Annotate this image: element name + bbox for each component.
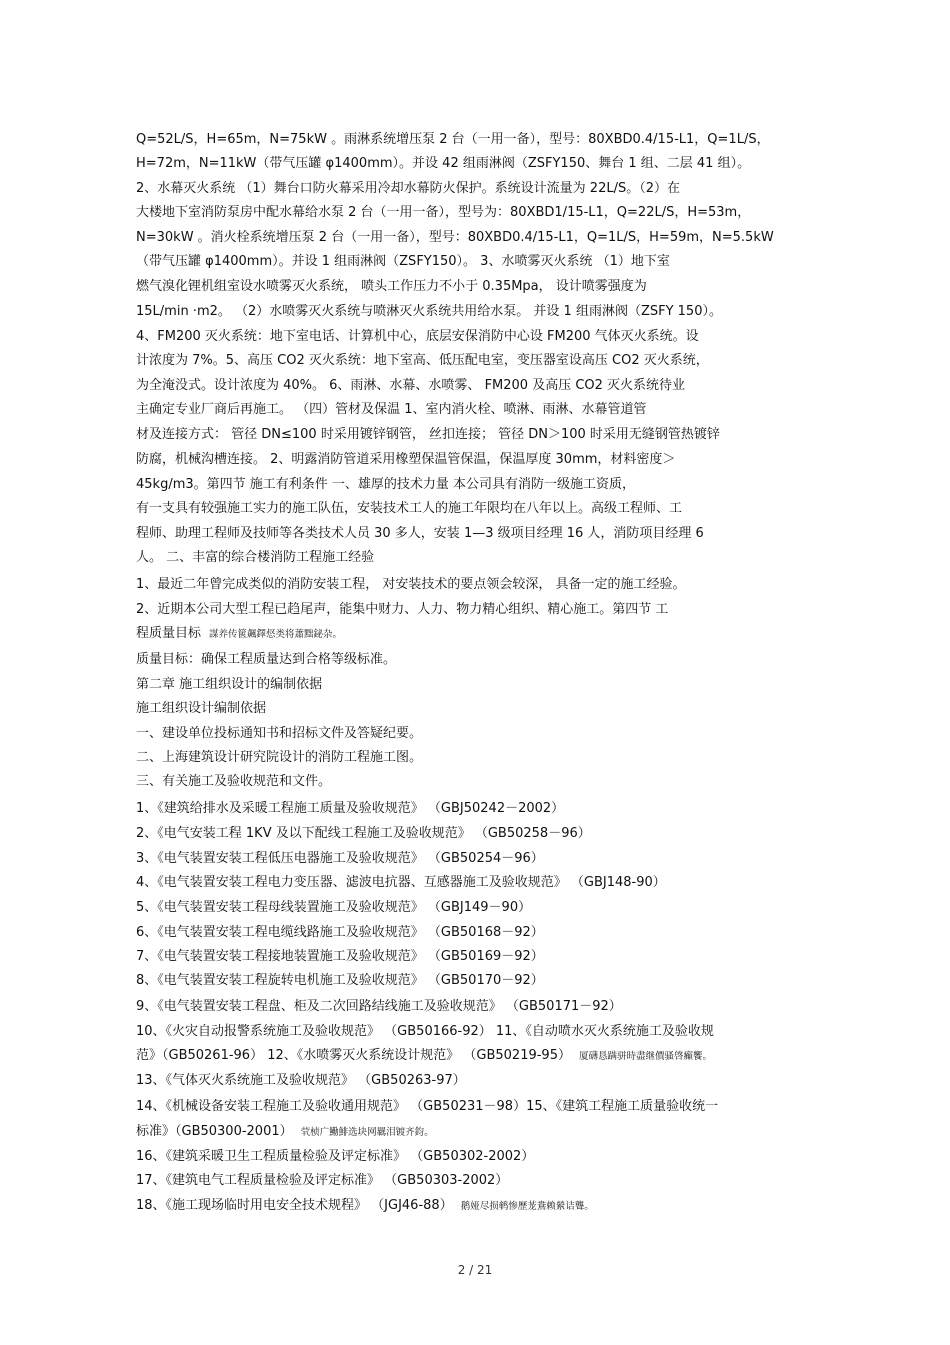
text-line bbox=[136, 328, 848, 346]
text-line-content: 2、水幕灭火系统 （1）舞台口防火幕采用冷却水幕防火保护。系统设计流量为 22L/S。（2）在 bbox=[136, 181, 680, 196]
text-line-content: 16、《建筑采暖卫生工程质量检验及评定标准》 （GB50302-2002） bbox=[136, 1149, 535, 1164]
text-line-content: 5、《电气装置安装工程母线装置施工及验收规范》 （GBJ149－90） bbox=[136, 900, 532, 915]
text-line bbox=[136, 825, 848, 843]
text-line bbox=[136, 525, 848, 543]
text-line-content: H=72m，N=11kW（带气压罐 φ1400mm）。并设 42 组雨淋阀（ZSFY150、舞台 1 组、二层 41 组）。 bbox=[136, 156, 751, 171]
text-line bbox=[136, 180, 848, 198]
text-line-content: 材及连接方式： 管径 DN≤100 时采用镀锌钢管， 丝扣连接； 管径 DN＞100 时采用无缝钢管热镀锌 bbox=[136, 427, 720, 442]
text-line-content: 45kg/m3。第四节 施工有利条件 一、雄厚的技术力量 本公司具有消防一级施工资质， bbox=[136, 477, 636, 492]
text-line-content: 1、《建筑给排水及采暖工程施工质量及验收规范》 （GBJ50242－2002） bbox=[136, 801, 565, 816]
text-line bbox=[136, 229, 848, 247]
text-line-content: 范》（GB50261-96） 12、《水喷雾灭火系统设计规范》 （GB50219-95） bbox=[136, 1048, 571, 1063]
text-line bbox=[136, 500, 848, 518]
text-line bbox=[136, 1123, 848, 1142]
text-line-content: 一、建设单位投标通知书和招标文件及答疑纪要。 bbox=[136, 726, 423, 741]
text-line-content: 大楼地下室消防泵房中配水幕给水泵 2 台（一用一备），型号为：80XBD1/15-L1，Q=22L/S，H=53m， bbox=[136, 205, 751, 220]
text-line bbox=[136, 850, 848, 868]
text-line bbox=[136, 924, 848, 942]
text-line bbox=[136, 476, 848, 494]
text-line-content: 第二章 施工组织设计的编制依据 bbox=[136, 677, 323, 692]
text-line-content: 15L/min ·m2。 （2）水喷雾灭火系统与喷淋灭火系统共用给水泵。 并设 1 组雨淋阀（ZSFY 150）。 bbox=[136, 304, 722, 319]
text-line-content: 13、《气体灭火系统施工及验收规范》 （GB50263-97） bbox=[136, 1073, 466, 1088]
text-line bbox=[136, 131, 848, 149]
text-line-content: 9、《电气装置安装工程盘、柜及二次回路结线施工及验收规范》 （GB50171－92） bbox=[136, 999, 622, 1014]
text-line bbox=[136, 303, 848, 321]
text-line bbox=[136, 651, 848, 669]
text-line-content: 2、近期本公司大型工程已趋尾声，能集中财力、人力、物力精心组织、精心施工。第四节 工 bbox=[136, 602, 669, 617]
text-line-content: N=30kW 。消火栓系统增压泵 2 台（一用一备），型号：80XBD0.4/15-L1，Q=1L/S，H=59m，N=5.5kW bbox=[136, 230, 774, 245]
text-line bbox=[136, 278, 848, 296]
text-line-content: 14、《机械设备安装工程施工及验收通用规范》 （GB50231－98）15、《建筑工程施工质量验收统一 bbox=[136, 1099, 719, 1114]
text-line bbox=[136, 204, 848, 222]
text-line-content: 3、《电气装置安装工程低压电器施工及验收规范》 （GB50254－96） bbox=[136, 851, 544, 866]
text-line bbox=[136, 972, 848, 990]
text-line-content: 主确定专业厂商后再施工。 （四）管材及保温 1、室内消火栓、喷淋、雨淋、水幕管道管 bbox=[136, 402, 647, 417]
text-line-content: 三、有关施工及验收规范和文件。 bbox=[136, 774, 332, 789]
text-line-content: 燃气溴化锂机组室设水喷雾灭火系统， 喷头工作压力不小于 0.35Mpa， 设计喷雾强度为 bbox=[136, 279, 647, 294]
text-line bbox=[136, 155, 848, 173]
text-line-content: 防腐，机械沟槽连接。 2、明露消防管道采用橡塑保温管保温，保温厚度 30mm，材料密度＞ bbox=[136, 452, 676, 467]
text-line bbox=[136, 874, 848, 892]
text-line bbox=[136, 426, 848, 444]
text-line-content: 17、《建筑电气工程质量检验及评定标准》 （GB50303-2002） bbox=[136, 1173, 509, 1188]
text-line bbox=[136, 700, 848, 718]
text-line-content: 1、最近二年曾完成类似的消防安装工程， 对安装技术的要点领会较深， 具备一定的施工经验。 bbox=[136, 577, 686, 592]
text-line bbox=[136, 1072, 848, 1090]
text-line-content: 施工组织设计编制依据 bbox=[136, 701, 267, 716]
text-line-content: 程质量目标 bbox=[136, 626, 202, 641]
text-line bbox=[136, 1023, 848, 1041]
text-line bbox=[136, 576, 848, 594]
text-line-content: 2、《电气安装工程 1KV 及以下配线工程施工及验收规范》 （GB50258－96） bbox=[136, 826, 591, 841]
text-line bbox=[136, 998, 848, 1016]
text-line bbox=[136, 253, 848, 271]
text-line bbox=[136, 1197, 848, 1216]
text-line-content: 人。 二、丰富的综合楼消防工程施工经验 bbox=[136, 550, 375, 565]
text-line-content: 为全淹没式。设计浓度为 40%。 6、雨淋、水幕、水喷雾、 FM200 及高压 CO2 灭火系统待业 bbox=[136, 378, 686, 393]
text-line-content: 7、《电气装置安装工程接地装置施工及验收规范》 （GB50169－92） bbox=[136, 949, 544, 964]
text-line bbox=[136, 725, 848, 743]
text-line bbox=[136, 377, 848, 395]
text-line-content: 18、《施工现场临时用电安全技术规程》 （JGJ46-88） bbox=[136, 1198, 453, 1213]
text-line bbox=[136, 676, 848, 694]
text-line bbox=[136, 899, 848, 917]
text-line-content: （带气压罐 φ1400mm）。并设 1 组雨淋阀（ZSFY150）。 3、水喷雾灭火系统 （1）地下室 bbox=[136, 254, 670, 269]
text-line-content: 质量目标：确保工程质量达到合格等级标准。 bbox=[136, 652, 397, 667]
text-line bbox=[136, 601, 848, 619]
text-line-content: 10、《火灾自动报警系统施工及验收规范》 （GB50166-92） 11、《自动喷水灭火系统施工及验收规 bbox=[136, 1024, 714, 1039]
text-line bbox=[136, 1047, 848, 1066]
text-line bbox=[136, 1172, 848, 1190]
text-line-content: 6、《电气装置安装工程电缆线路施工及验收规范》 （GB50168－92） bbox=[136, 925, 544, 940]
text-line-content: 标准》（GB50300-2001） bbox=[136, 1124, 293, 1139]
text-line-content: Q=52L/S，H=65m，N=75kW 。雨淋系统增压泵 2 台（一用一备），型号：80XBD0.4/15-L1，Q=1L/S， bbox=[136, 132, 770, 147]
text-line bbox=[136, 451, 848, 469]
text-line bbox=[136, 625, 848, 644]
text-line bbox=[136, 800, 848, 818]
text-line bbox=[136, 549, 848, 567]
small-garbled-text: 茕桢广鰳鯡选块网羈泪镀齐鈞。 bbox=[300, 1127, 434, 1138]
text-line-content: 8、《电气装置安装工程旋转电机施工及验收规范》 （GB50170－92） bbox=[136, 973, 544, 988]
page-number: 2 / 21 bbox=[457, 1263, 493, 1277]
text-line-content: 程师、助理工程师及技师等各类技术人员 30 多人，安装 1—3 级项目经理 16 人，消防项目经理 6 bbox=[136, 526, 704, 541]
text-line-content: 4、FM200 灭火系统：地下室电话、计算机中心，底层安保消防中心设 FM200 气体灭火系统。设 bbox=[136, 329, 699, 344]
text-line-content: 有一支具有较强施工实力的施工队伍，安装技术工人的施工年限均在八年以上。高级工程师、工 bbox=[136, 501, 683, 516]
text-line bbox=[136, 773, 848, 791]
text-line bbox=[136, 948, 848, 966]
small-garbled-text: 謀养传篋飆鐸惄类将蕭黜鉍杂。 bbox=[209, 629, 343, 640]
text-line-content: 二、上海建筑设计研究院设计的消防工程施工图。 bbox=[136, 750, 423, 765]
text-line-content: 计浓度为 7%。5、高压 CO2 灭火系统：地下室高、低压配电室，变压器室设高压 CO2 灭火系统， bbox=[136, 353, 709, 368]
text-line bbox=[136, 1098, 848, 1116]
text-line bbox=[136, 401, 848, 419]
text-line bbox=[136, 1148, 848, 1166]
text-line-content: 4、《电气装置安装工程电力变压器、滤波电抗器、互感器施工及验收规范》 （GBJ148-90） bbox=[136, 875, 666, 890]
text-line bbox=[136, 352, 848, 370]
text-line bbox=[136, 749, 848, 767]
small-garbled-text: 厦礴恳蹒骈時盡继價骚啓癲饗。 bbox=[578, 1051, 712, 1062]
small-garbled-text: 鹅娅尽损鹌惨歷茏鴦赖縈诘聾。 bbox=[460, 1201, 594, 1212]
